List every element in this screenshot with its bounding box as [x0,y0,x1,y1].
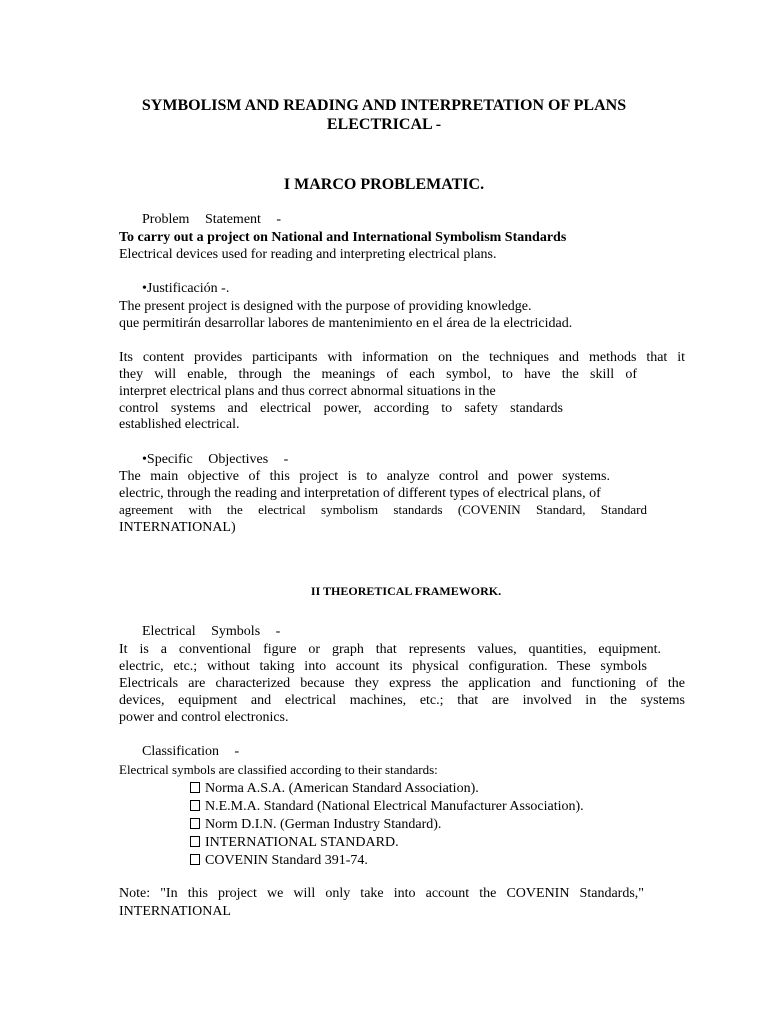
justification-line: que permitirán desarrollar labores de mantenimiento en el área de la electricidad. [119,316,573,331]
objectives-line: The main objective of this project is to analyze control and power systems. [119,469,610,484]
symbols-label: Electrical Symbols - [142,624,281,639]
checkbox-bullet-icon [190,818,200,829]
objectives-line: INTERNATIONAL) [119,520,236,535]
symbols-line: devices, equipment and electrical machines, etc.; that are involved in the systems [119,693,685,708]
standard-item: N.E.M.A. Standard (National Electrical Manufacturer Association). [190,798,584,815]
standard-item: COVENIN Standard 391-74. [190,852,368,869]
content-line: interpret electrical plans and thus correct abnormal situations in the [119,384,496,399]
title-line-1: SYMBOLISM AND READING AND INTERPRETATION OF PLANS [141,97,627,114]
standard-item: INTERNATIONAL STANDARD. [190,834,399,851]
problem-statement-bold: To carry out a project on National and International Symbolism Standards [119,230,567,245]
title-line-2: ELECTRICAL - [326,116,442,133]
justification-line: The present project is designed with the purpose of providing knowledge. [119,299,532,314]
objectives-line: electric, through the reading and interpretation of different types of electrical plans, of [119,486,601,501]
checkbox-bullet-icon [190,854,200,865]
content-line: control systems and electrical power, according to safety standards [119,401,563,416]
content-line: they will enable, through the meanings of each symbol, to have the skill of [119,367,637,382]
problem-statement-text: Electrical devices used for reading and interpreting electrical plans. [119,247,497,262]
classification-intro: Electrical symbols are classified according to their standards: [119,762,438,777]
symbols-line: electric, etc.; without taking into account its physical configuration. These symbols [119,659,647,674]
document-title [0,96,768,134]
checkbox-bullet-icon [190,836,200,847]
symbols-line: Electricals are characterized because they express the application and functioning of the [119,676,685,691]
section-heading-2: II THEORETICAL FRAMEWORK. [310,584,502,598]
justification-label: •Justificación -. [142,281,230,296]
note-line: Note: "In this project we will only take into account the COVENIN Standards," [119,886,644,901]
problem-statement-label: Problem Statement - [142,212,282,227]
symbols-line: It is a conventional figure or graph that represents values, quantities, equipment. [119,642,661,657]
classification-label: Classification - [142,744,240,759]
symbols-line: power and control electronics. [119,710,289,725]
standard-item: Norma A.S.A. (American Standard Association). [190,780,479,797]
note-line: INTERNATIONAL [119,904,231,919]
objectives-line: agreement with the electrical symbolism standards (COVENIN Standard, Standard [119,502,647,517]
section-heading-1: I MARCO PROBLEMATIC. [283,176,485,193]
checkbox-bullet-icon [190,800,200,811]
objectives-label: •Specific Objectives - [142,452,289,467]
checkbox-bullet-icon [190,782,200,793]
standard-item: Norm D.I.N. (German Industry Standard). [190,816,441,833]
content-line: Its content provides participants with information on the techniques and methods that it [119,350,685,365]
content-line: established electrical. [119,417,240,432]
